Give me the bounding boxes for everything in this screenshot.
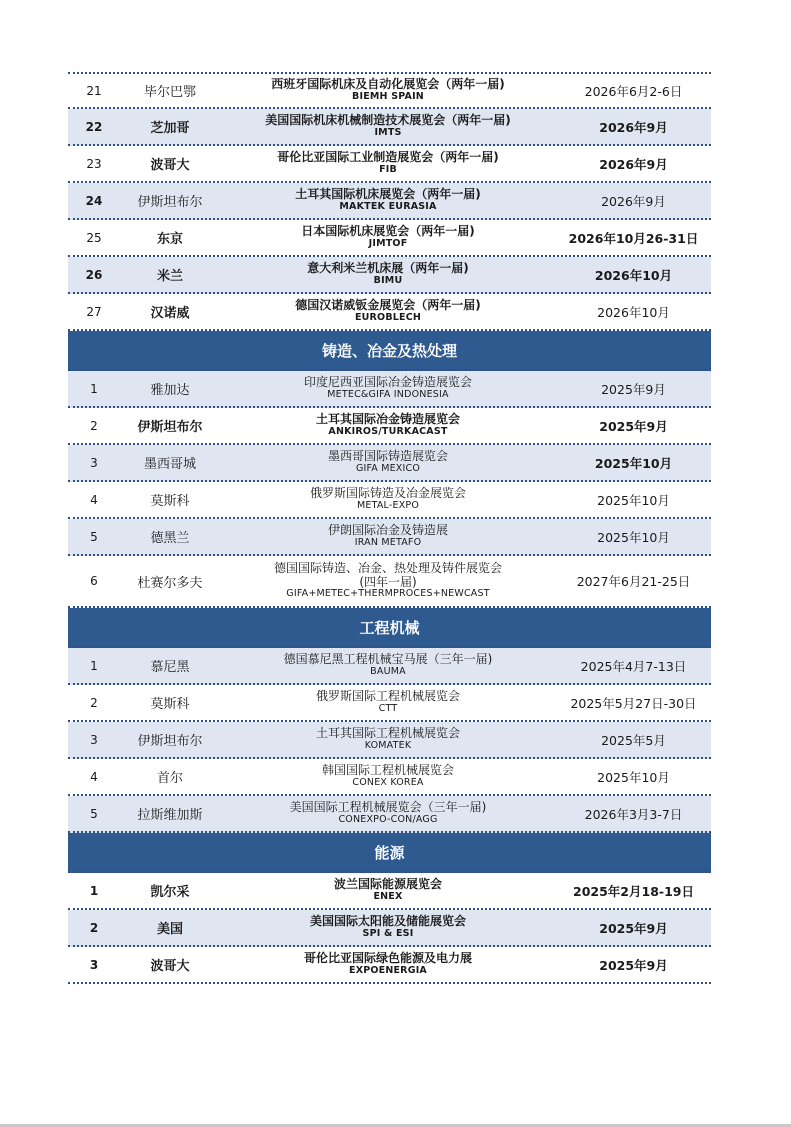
exhibition-cell bbox=[220, 878, 556, 903]
exhibition-name: 日本国际机床展览会（两年一届) bbox=[301, 224, 475, 239]
exhibition-name: 美国国际机床机械制造技术展览会（两年一届) bbox=[265, 113, 511, 128]
exhibition-cell bbox=[220, 225, 556, 250]
exhibition-name: 俄罗斯国际铸造及冶金展览会 bbox=[309, 486, 466, 501]
exhibition-cell bbox=[220, 801, 556, 826]
exhibition-name: 美国国际工程机械展览会（三年一届) bbox=[289, 800, 487, 815]
row-number: 21 bbox=[86, 83, 102, 98]
exhibition-name-note: (四年一届) bbox=[359, 574, 417, 589]
city-cell: 伊斯坦布尔 bbox=[137, 734, 203, 749]
table-row bbox=[68, 722, 711, 759]
row-number: 27 bbox=[86, 304, 102, 319]
date-cell: 2025年10月 bbox=[597, 492, 670, 508]
city-cell: 拉斯维加斯 bbox=[137, 808, 203, 823]
date-cell: 2025年9月 bbox=[599, 920, 668, 936]
exhibition-name: 土耳其国际机床展览会（两年一届) bbox=[295, 187, 481, 202]
exhibition-cell bbox=[220, 764, 556, 789]
exhibition-name: 哥伦比亚国际绿色能源及电力展 bbox=[303, 951, 472, 966]
row-number: 5 bbox=[90, 806, 98, 821]
exhibition-name: 意大利米兰机床展（两年一届) bbox=[307, 261, 469, 276]
exhibition-cell bbox=[220, 562, 556, 601]
exhibition-english-name: EXPOENERGIA bbox=[349, 964, 427, 976]
row-number: 3 bbox=[89, 957, 99, 972]
row-number: 3 bbox=[90, 455, 98, 470]
exhibition-cell bbox=[220, 262, 556, 287]
exhibition-cell bbox=[220, 487, 556, 512]
table-row bbox=[68, 294, 711, 331]
city-cell: 首尔 bbox=[156, 771, 183, 786]
exhibition-cell bbox=[220, 524, 556, 549]
exhibition-english-name: IRAN METAFO bbox=[354, 536, 422, 548]
city-cell: 伊斯坦布尔 bbox=[137, 420, 203, 435]
date-cell: 2025年2月18-19日 bbox=[573, 883, 694, 899]
date-cell: 2025年10月 bbox=[594, 455, 673, 471]
table-row bbox=[68, 220, 711, 257]
exhibition-name: 韩国国际工程机械展览会 bbox=[321, 763, 454, 778]
exhibition-english-name: CONEXPO-CON/AGG bbox=[338, 813, 438, 825]
exhibition-english-name: BAUMA bbox=[370, 665, 406, 677]
exhibition-english-name: KOMATEK bbox=[364, 739, 412, 751]
exhibition-english-name: CTT bbox=[378, 702, 398, 714]
exhibition-english-name: FIB bbox=[379, 163, 397, 175]
section-header: 能源 bbox=[68, 833, 711, 873]
row-number: 2 bbox=[89, 920, 99, 935]
exhibition-english-name: IMTS bbox=[374, 126, 402, 138]
city-cell: 美国 bbox=[156, 922, 183, 937]
table-row bbox=[68, 796, 711, 833]
exhibition-name: 德国国际铸造、冶金、热处理及铸件展览会 bbox=[273, 560, 502, 575]
exhibition-cell bbox=[220, 915, 556, 940]
city-cell: 墨西哥城 bbox=[143, 457, 196, 472]
table-row bbox=[68, 648, 711, 685]
city-cell: 波哥大 bbox=[150, 158, 190, 173]
table-row bbox=[68, 109, 711, 146]
date-cell: 2025年10月 bbox=[597, 769, 670, 785]
table-row bbox=[68, 482, 711, 519]
exhibition-cell bbox=[220, 299, 556, 324]
section-header: 工程机械 bbox=[68, 608, 711, 648]
row-number: 4 bbox=[90, 492, 98, 507]
city-cell: 莫斯科 bbox=[150, 697, 190, 712]
city-cell: 波哥大 bbox=[150, 959, 190, 974]
exhibition-name: 土耳其国际工程机械展览会 bbox=[315, 726, 460, 741]
table-row bbox=[68, 556, 711, 608]
exhibition-english-name: BIEMH SPAIN bbox=[352, 90, 424, 102]
exhibition-english-name: BIMU bbox=[373, 274, 403, 286]
row-number: 1 bbox=[89, 883, 99, 898]
date-cell: 2025年9月 bbox=[599, 418, 668, 434]
exhibition-name: 俄罗斯国际工程机械展览会 bbox=[315, 689, 460, 704]
city-cell: 雅加达 bbox=[150, 383, 190, 398]
exhibition-name: 印度尼西亚国际冶金铸造展览会 bbox=[303, 375, 472, 390]
date-cell: 2026年10月 bbox=[597, 304, 670, 320]
exhibition-name: 德国汉诺威钣金展览会（两年一届) bbox=[295, 298, 481, 313]
row-number: 23 bbox=[86, 156, 102, 171]
city-cell: 伊斯坦布尔 bbox=[137, 195, 203, 210]
row-number: 1 bbox=[90, 658, 98, 673]
exhibition-name: 美国国际太阳能及储能展览会 bbox=[309, 914, 466, 929]
date-cell: 2025年5月 bbox=[601, 732, 666, 748]
date-cell: 2026年9月 bbox=[599, 119, 668, 135]
table-row bbox=[68, 257, 711, 294]
date-cell: 2026年9月 bbox=[601, 193, 666, 209]
date-cell: 2027年6月21-25日 bbox=[576, 574, 691, 589]
exhibition-cell bbox=[220, 653, 556, 678]
exhibition-english-name: METEC&GIFA INDONESIA bbox=[327, 388, 449, 400]
city-cell: 莫斯科 bbox=[150, 494, 190, 509]
exhibition-cell bbox=[220, 78, 556, 103]
table-row bbox=[68, 408, 711, 445]
row-number: 24 bbox=[85, 193, 103, 208]
table-row bbox=[68, 183, 711, 220]
table-row bbox=[68, 759, 711, 796]
row-number: 26 bbox=[85, 267, 103, 282]
section-header: 铸造、冶金及热处理 bbox=[68, 331, 711, 371]
exhibition-cell bbox=[220, 952, 556, 977]
table-row bbox=[68, 371, 711, 408]
row-number: 6 bbox=[90, 574, 98, 588]
date-cell: 2025年5月27日-30日 bbox=[570, 695, 697, 711]
table-row bbox=[68, 445, 711, 482]
table-row bbox=[68, 910, 711, 947]
exhibition-english-name: MAKTEK EURASIA bbox=[339, 200, 437, 212]
city-cell: 毕尔巴鄂 bbox=[143, 85, 196, 100]
exhibition-name: 哥伦比亚国际工业制造展览会（两年一届) bbox=[277, 150, 499, 165]
table-row bbox=[68, 519, 711, 556]
date-cell: 2025年10月 bbox=[597, 529, 670, 545]
exhibition-english-name: JIMTOF bbox=[368, 237, 408, 249]
city-cell: 东京 bbox=[156, 232, 183, 247]
city-cell: 慕尼黑 bbox=[150, 660, 190, 675]
date-cell: 2026年9月 bbox=[599, 156, 668, 172]
row-number: 25 bbox=[86, 230, 102, 245]
city-cell: 杜赛尔多夫 bbox=[137, 575, 203, 591]
exhibition-name: 墨西哥国际铸造展览会 bbox=[327, 449, 448, 464]
row-number: 2 bbox=[90, 418, 98, 433]
row-number: 2 bbox=[90, 695, 98, 710]
row-number: 1 bbox=[90, 381, 98, 396]
exhibition-cell bbox=[220, 690, 556, 715]
exhibition-name: 德国慕尼黑工程机械宝马展（三年一届) bbox=[283, 652, 493, 667]
row-number: 3 bbox=[90, 732, 98, 747]
city-cell: 凯尔采 bbox=[150, 885, 190, 900]
date-cell: 2025年4月7-13日 bbox=[580, 658, 687, 674]
date-cell: 2026年3月3-7日 bbox=[584, 806, 683, 822]
exhibition-english-name: EUROBLECH bbox=[354, 311, 422, 323]
row-number: 4 bbox=[90, 769, 98, 784]
exhibition-cell bbox=[220, 450, 556, 475]
table-row bbox=[68, 947, 711, 984]
exhibition-english-name: SPI & ESI bbox=[362, 927, 414, 939]
city-cell: 芝加哥 bbox=[150, 121, 190, 136]
city-cell: 米兰 bbox=[156, 269, 183, 284]
exhibition-english-name: GIFA+METEC+THERMPROCES+NEWCAST bbox=[286, 588, 490, 600]
date-cell: 2026年10月26-31日 bbox=[568, 230, 699, 246]
table-row bbox=[68, 873, 711, 910]
table-row bbox=[68, 72, 711, 109]
exhibition-cell bbox=[220, 188, 556, 213]
city-cell: 德黑兰 bbox=[150, 531, 190, 546]
city-cell: 汉诺威 bbox=[150, 306, 190, 321]
exhibition-english-name: ENEX bbox=[373, 890, 403, 902]
exhibition-name: 西班牙国际机床及自动化展览会（两年一届) bbox=[271, 77, 505, 92]
date-cell: 2026年6月2-6日 bbox=[584, 83, 683, 99]
table-row bbox=[68, 146, 711, 183]
exhibition-name: 土耳其国际冶金铸造展览会 bbox=[315, 412, 460, 427]
exhibition-cell bbox=[220, 114, 556, 139]
exhibition-english-name: ANKIROS/TURKACAST bbox=[328, 425, 448, 437]
exhibition-english-name: GIFA MEXICO bbox=[355, 462, 421, 474]
row-number: 22 bbox=[85, 119, 103, 134]
date-cell: 2025年9月 bbox=[601, 381, 666, 397]
exhibition-name: 波兰国际能源展览会 bbox=[333, 877, 442, 892]
exhibition-table bbox=[68, 72, 711, 984]
date-cell: 2025年9月 bbox=[599, 957, 668, 973]
exhibition-english-name: CONEX KOREA bbox=[352, 776, 424, 788]
exhibition-english-name: METAL-EXPO bbox=[356, 499, 420, 511]
exhibition-cell bbox=[220, 413, 556, 438]
exhibition-cell bbox=[220, 151, 556, 176]
row-number: 5 bbox=[90, 529, 98, 544]
table-row bbox=[68, 685, 711, 722]
date-cell: 2026年10月 bbox=[594, 267, 673, 283]
exhibition-cell bbox=[220, 376, 556, 401]
exhibition-cell bbox=[220, 727, 556, 752]
exhibition-name: 伊朗国际冶金及铸造展 bbox=[327, 523, 448, 538]
